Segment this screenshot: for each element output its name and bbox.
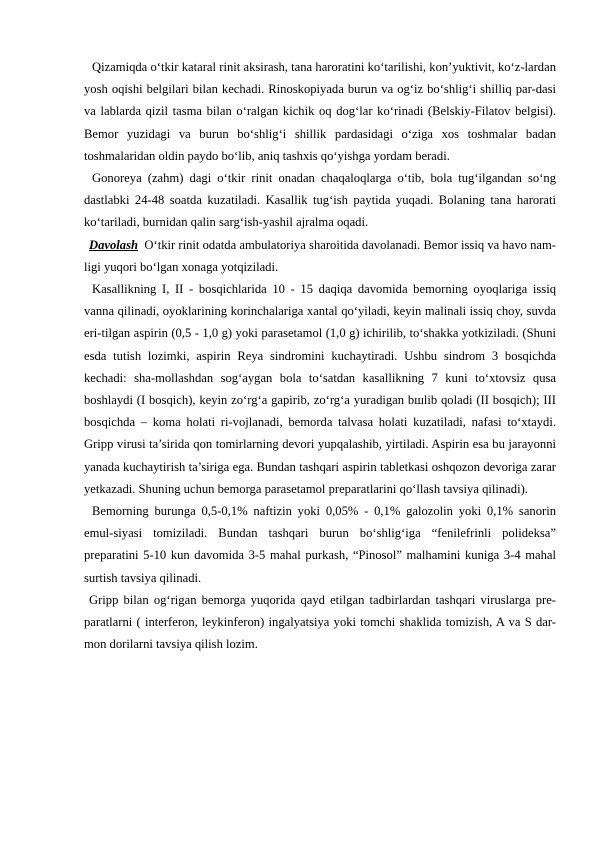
paragraph-text: Gonoreya (zahm) dagi o‘tkir rinit onadan chaqaloqlarga o‘tib, bola tug‘ilgandan so‘ng dastlabki 24-48 soatda kuzatiladi. Kasallik tug‘ish paytida yuqadi. Bolaning tana harorati ko‘tariladi, burnidan qalin sarg‘ish-yashil ajralma oqadi. <box>84 171 556 230</box>
paragraph-treatment <box>84 234 556 278</box>
section-heading-treatment: Davolash <box>89 237 138 252</box>
paragraph-stage-treatment <box>84 278 556 500</box>
paragraph-text: Bemorning burunga 0,5-0,1% naftizin yoki 0,05% - 0,1% galozolin yoki 0,1% sanorin emul-siyasi tomiziladi. Bundan tashqari burun bo‘shlig‘iga “fenilefrinli polideksa” preparatini 5-10 kun davomida 3-5 mahal purkash, “Pinosol” malhamini kuniga 3-4 mahal surtish tavsiya qilinadi. <box>84 504 556 585</box>
paragraph-measles-rhinitis <box>84 56 556 167</box>
paragraph-nasal-drops <box>84 500 556 589</box>
paragraph-text: Qizamiqda o‘tkir kataral rinit aksirash, tana haroratini ko‘tarilishi, kon’yuktivit, ko‘z-lardan yosh oqishi belgilari bilan kechadi. Rinoskopiyada burun va og‘iz bo‘shlig‘i shilliq par-dasi va lablarda qizil tasma bilan o‘ralgan kichik oq dog‘lar ko‘rinadi (Belskiy-Filatov belgisi). Bemor yuzidagi va burun bo‘shlig‘i shillik pardasidagi o‘ziga xos toshmalar badan toshmalaridan oldin paydo bo‘lib, aniq tashxis qo‘yishga yordam beradi. <box>84 60 556 163</box>
paragraph-text: Gripp bilan og‘rigan bemorga yuqorida qayd etilgan tadbirlardan tashqari viruslarga pre-paratlarni ( interferon, leykinferon) ingalyatsiya yoki tomchi shaklida tomizish, A va S dar-mon dorilarni tavsiya qilish lozim. <box>84 592 556 652</box>
paragraph-flu-antivirals <box>84 589 556 656</box>
paragraph-gonorrhea-rhinitis <box>84 167 556 234</box>
paragraph-text: Kasallikning I, II - bosqichlarida 10 - 15 daqiqa davomida bemorning oyoqlariga issiq vanna qilinadi, oyoklarining korinchalariga xantal qo‘yiladi, keyin malinali issiq choy, suvda eri-tilgan aspirin (0,5 - 1,0 g) yoki parasetamol (1,0 g) ichirilib, to‘shakka yotkiziladi. (Shuni esda tutish lozimki, aspirin Reya sindromini kuchaytiradi. Ushbu sindrom 3 bosqichda kechadi: sha-mollashdan sog‘aygan bola to‘satdan kasallikning 7 kuni to‘xtovsiz qusa boshlaydi (I bosqich), keyin zo‘rg‘a gapirib, zo‘rg‘a yuradigan bшlib qoladi (II bosqich); III bosqichda – koma holati ri-vojlanadi, bemorda talvasa holati kuzatiladi, nafasi to‘xtaydi. Gripp virusi ta’sirida qon tomirlarning devori yupqalashib, yirtiladi. Aspirin esa bu jarayonni yanada kuchaytirish ta’siriga ega. Bundan tashqari aspirin tabletkasi oshqozon devoriga zarar yetkazadi. Shuning uchun bemorga parasetamol preparatlarini qo‘llash tavsiya qilinadi). <box>84 282 556 496</box>
document-page <box>84 56 556 655</box>
paragraph-text: O‘tkir rinit odatda ambulatoriya sharoitida davolanadi. Bemor issiq va havo nam-ligi yuqori bo‘lgan xonaga yotqiziladi. <box>84 237 556 274</box>
